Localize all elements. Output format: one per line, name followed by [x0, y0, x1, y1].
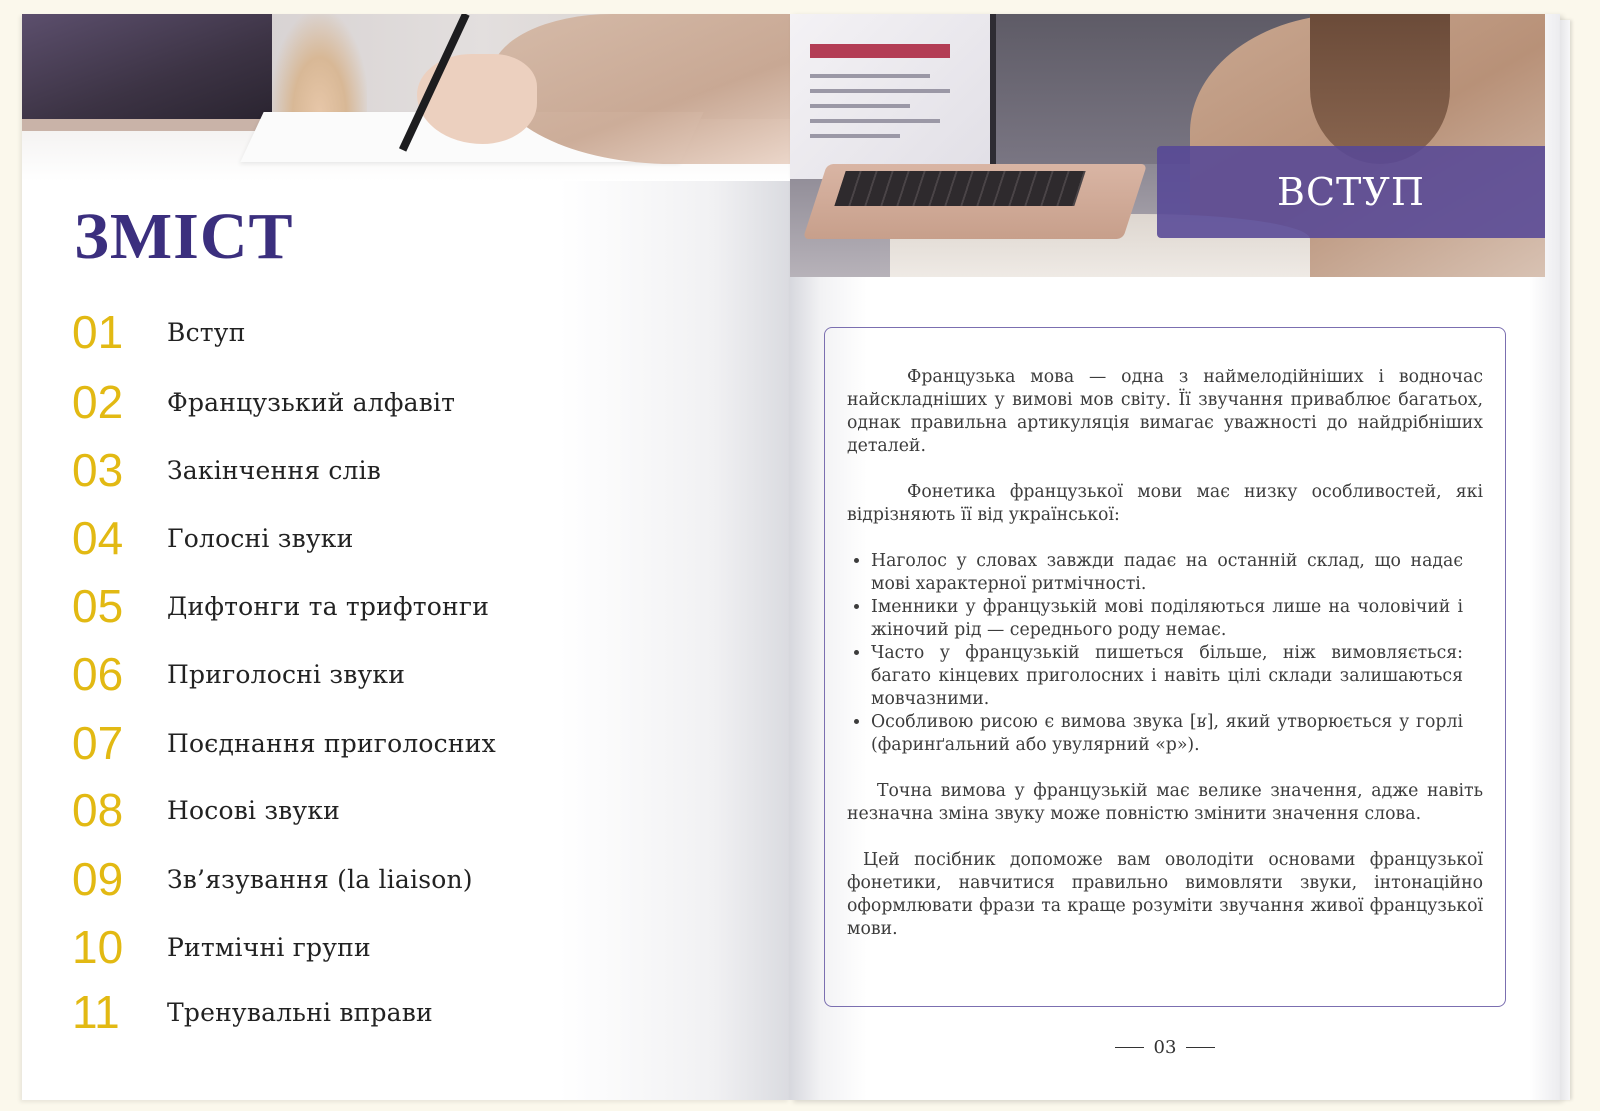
toc-title: ЗМІСТ — [74, 200, 294, 273]
toc-item[interactable] — [72, 377, 752, 427]
toc-item-number: 07 — [72, 717, 124, 769]
toc-item[interactable] — [72, 987, 752, 1037]
open-booklet — [22, 14, 1560, 1100]
toc-item-label: Дифтонги та трифтонги — [167, 591, 490, 621]
divider — [1186, 1047, 1215, 1049]
toc-item[interactable] — [72, 785, 752, 835]
toc-item-label: Вступ — [167, 317, 246, 347]
list-item: • Особливою рисою є вимова звука [ʁ], який утворюється у горлі (фаринґальний або увулярний «р»). — [871, 711, 1463, 757]
list-item: • Іменники у французькій мові поділяються лише на чоловічий і жіночий рід — середнього роду немає. — [871, 596, 1463, 642]
toc-item-number: 10 — [72, 921, 124, 973]
toc-item[interactable] — [72, 718, 752, 768]
toc-item[interactable] — [72, 445, 752, 495]
intro-paragraph: Французька мова — одна з наймелодійніших і водночас найскладніших у вимові мов світу. Її звучання приваблює багатьох, однак правильна артикуляція вимагає уважності до найдрібніших деталей. — [847, 367, 1483, 456]
toc-item-label: Французький алфавіт — [167, 387, 456, 417]
toc-item-number: 04 — [72, 512, 124, 564]
toc-item-label: Носові звуки — [167, 795, 341, 825]
toc-item-number: 06 — [72, 648, 124, 700]
left-page — [22, 14, 790, 1100]
list-item: • Часто у французькій пишеться більше, ніж вимовляється: багато кінцевих приголосних і навіть цілі склади залишаються мовчазними. — [871, 642, 1463, 711]
page-edge — [1560, 20, 1570, 1100]
right-page — [790, 14, 1560, 1100]
table-of-contents — [22, 14, 790, 1100]
toc-item[interactable] — [72, 581, 752, 631]
toc-item-label: Приголосні звуки — [167, 659, 406, 689]
toc-item-number: 05 — [72, 580, 124, 632]
list-item: • Наголос у словах завжди падає на останній склад, що надає мові характерної ритмічності. — [871, 550, 1463, 596]
toc-item-label: Тренувальні вправи — [167, 997, 433, 1027]
intro-paragraph: Точна вимова у французькій має велике значення, адже навіть незначна зміна звуку може повністю змінити значення слова. — [847, 781, 1483, 824]
toc-item-label: Закінчення слів — [167, 455, 382, 485]
toc-item-number: 08 — [72, 784, 124, 836]
section-title-banner: ВСТУП — [1157, 146, 1545, 238]
toc-item-label: Голосні звуки — [167, 523, 354, 553]
toc-item[interactable] — [72, 922, 752, 972]
toc-item-number: 03 — [72, 444, 124, 496]
toc-item-number: 01 — [72, 306, 124, 358]
toc-item[interactable] — [72, 513, 752, 563]
toc-item-number: 09 — [72, 853, 124, 905]
page-number-text: 03 — [1153, 1037, 1177, 1058]
intro-paragraph: Фонетика французької мови має низку особливостей, які відрізняють її від української: — [847, 482, 1483, 525]
toc-item-number: 02 — [72, 376, 124, 428]
toc-item-label: Ритмічні групи — [167, 932, 371, 962]
intro-paragraph: Цей посібник допоможе вам оволодіти основами французької фонетики, навчитися правильно вимовляти звуки, інтонаційно оформлювати фрази та краще розуміти звучання живої французької мови. — [847, 850, 1483, 939]
toc-item-label: Поєднання приголосних — [167, 728, 496, 758]
features-list — [847, 550, 1483, 757]
intro-text-box — [824, 327, 1506, 1007]
divider — [1115, 1047, 1144, 1049]
toc-item[interactable] — [72, 307, 752, 357]
toc-item[interactable] — [72, 854, 752, 904]
toc-item[interactable] — [72, 649, 752, 699]
toc-item-number: 11 — [72, 986, 120, 1038]
toc-item-label: Зв’язування (la liaison) — [167, 864, 473, 894]
page-number — [1115, 1037, 1215, 1058]
